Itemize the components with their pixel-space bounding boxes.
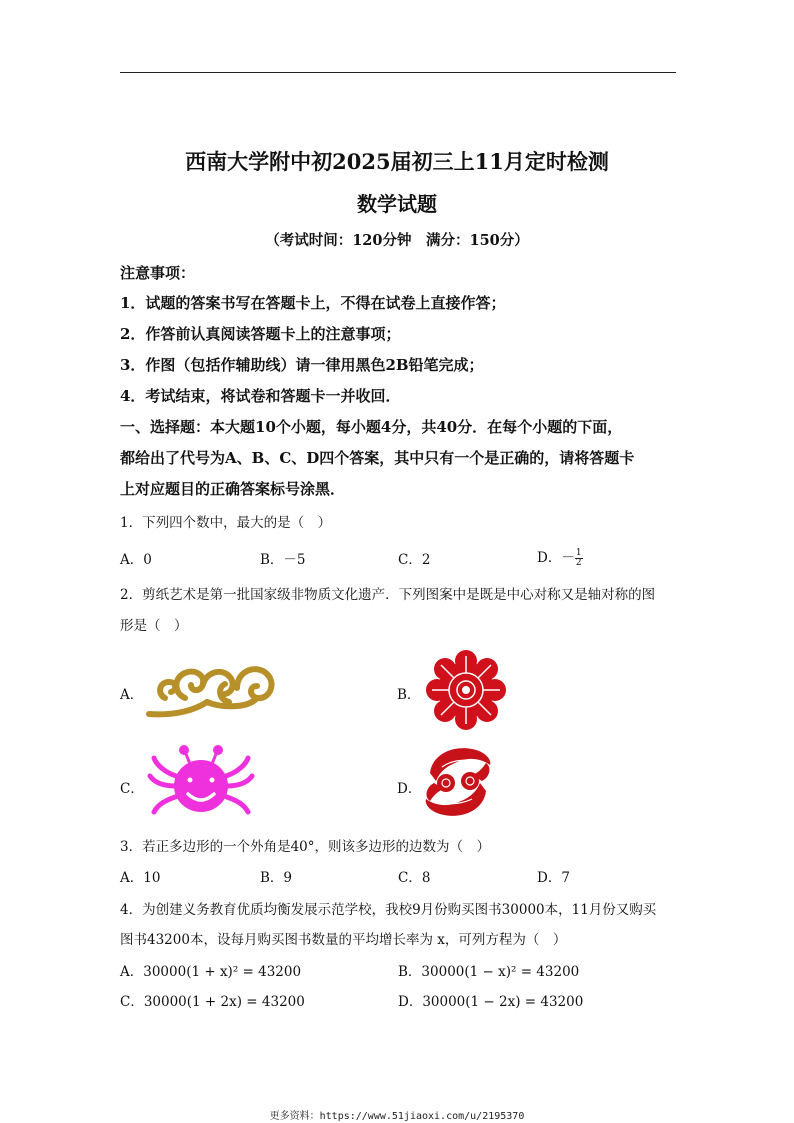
q2-stem-line2: 形是（ ）: [120, 618, 188, 634]
q3-option-c: C．8: [398, 870, 431, 886]
fraction-numerator: 1: [575, 548, 582, 558]
q4-option-d: D．30000(1 − 2x) = 43200: [398, 994, 584, 1010]
flower-papercut-image: [423, 648, 509, 732]
fraction: [575, 549, 583, 568]
q2-stem-line1: 2．剪纸艺术是第一批国家级非物质文化遗产．下列图案中是既是中心对称又是轴对称的图: [120, 587, 656, 603]
fraction-denominator: 2: [575, 558, 582, 568]
cloud-papercut-image: [145, 658, 280, 720]
exam-subtitle: 数学试题: [357, 192, 437, 216]
q2-label-a: A．: [120, 687, 144, 703]
q4-option-c: C．30000(1 + 2x) = 43200: [120, 994, 305, 1010]
q4-option-a: A．30000(1 + x)² = 43200: [120, 964, 302, 980]
notice-item: 2．作答前认真阅读答题卡上的注意事项；: [120, 325, 401, 343]
notice-item: 3．作图（包括作辅助线）请一律用黑色2B铅笔完成；: [120, 356, 484, 374]
notice-heading: 注意事项：: [120, 264, 196, 282]
q1-stem: 1．下列四个数中，最大的是（ ）: [120, 515, 332, 531]
crab-papercut-image: [146, 742, 256, 820]
q4-stem-line2: 图书43200本，设每月购买图书数量的平均增长率为 x，可列方程为（ ）: [120, 932, 567, 948]
section-heading-line: 一、选择题：本大题10个小题，每小题4分，共40分．在每个小题的下面，: [120, 418, 623, 436]
section-heading-line: 上对应题目的正确答案标号涂黑．: [120, 480, 346, 498]
q1-option-b: B．－5: [260, 552, 306, 568]
exam-info: （考试时间：120分钟 满分：150分）: [265, 232, 529, 249]
q2-label-d: D．: [397, 781, 422, 797]
q1-option-d-label: D．－: [537, 550, 575, 566]
q1-option-c: C．2: [398, 552, 431, 568]
footer-source: 更多资料：https://www.51jiaoxi.com/u/2195370: [269, 1111, 525, 1122]
q1-option-d: [537, 546, 583, 568]
fish-papercut-image: [422, 743, 494, 821]
q4-option-b: B．30000(1 − x)² = 43200: [398, 964, 580, 980]
section-heading-line: 都给出了代号为A、B、C、D四个答案，其中只有一个是正确的，请将答题卡: [120, 449, 635, 467]
q3-option-d: D．7: [537, 870, 570, 886]
q3-option-a: A．10: [120, 870, 161, 886]
q1-option-a: A．0: [120, 552, 152, 568]
q3-option-b: B．9: [260, 870, 293, 886]
q2-label-b: B．: [397, 687, 421, 703]
q2-label-c: C．: [120, 781, 144, 797]
exam-title: 西南大学附中初2025届初三上11月定时检测: [185, 149, 609, 174]
notice-item: 4．考试结束，将试卷和答题卡一并收回．: [120, 387, 401, 405]
q3-stem: 3．若正多边形的一个外角是40°，则该多边形的边数为（ ）: [120, 839, 491, 855]
notice-item: 1．试题的答案书写在答题卡上，不得在试卷上直接作答；: [120, 294, 506, 312]
q4-stem-line1: 4．为创建义务教育优质均衡发展示范学校，我校9月份购买图书30000本，11月份又购买: [120, 902, 657, 918]
top-rule: [120, 72, 676, 73]
